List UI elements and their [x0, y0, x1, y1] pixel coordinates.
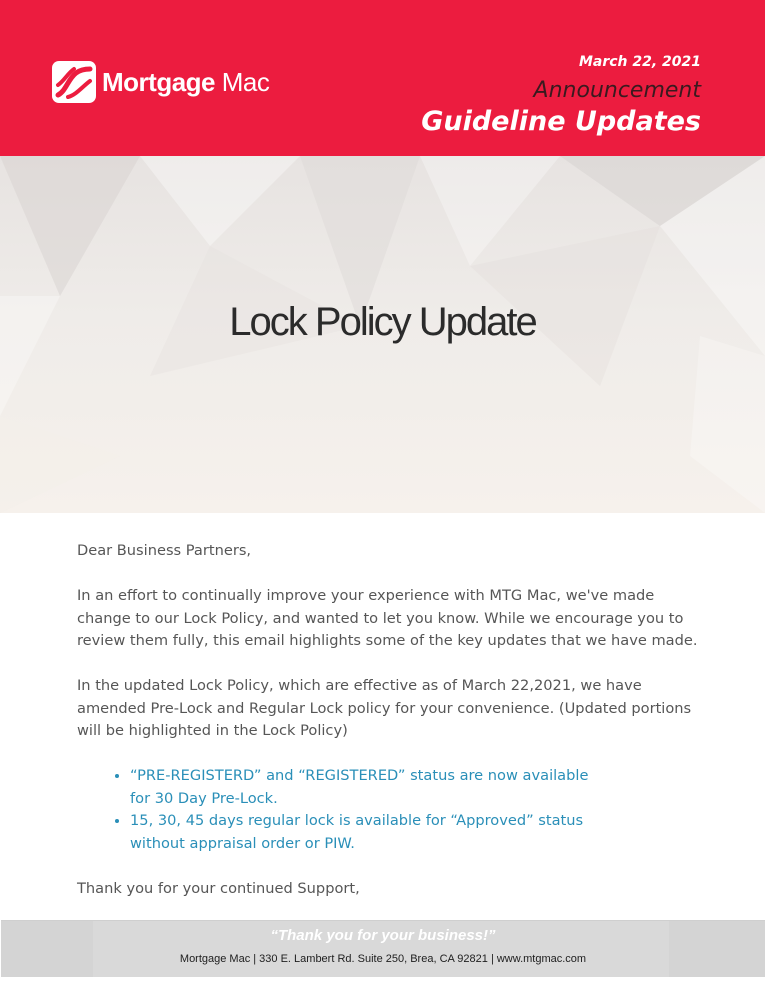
- mortgage-mac-logo-icon: [52, 61, 96, 103]
- brand-name-bold: Mortgage: [102, 66, 215, 97]
- header-titles: [421, 52, 701, 138]
- paragraph-policy: In the updated Lock Policy, which are effective as of March 22,2021, we have amended Pre-Lock and Regular Lock policy for your convenience. (Updated portions will be highlighted in the Lock Policy): [77, 677, 692, 739]
- list-item: • 15, 30, 45 days regular lock is available for “Approved” status without appraisal order or PIW.: [130, 810, 590, 855]
- brand-name: [102, 67, 269, 98]
- greeting: Dear Business Partners,: [77, 542, 252, 559]
- footer-address: Mortgage Mac | 330 E. Lambert Rd. Suite 250, Brea, CA 92821 | www.mtgmac.com: [179, 953, 587, 965]
- hero-section: [0, 156, 765, 513]
- list-item: • “PRE-REGISTERD” and “REGISTERED” status are now available for 30 Day Pre-Lock.: [130, 765, 590, 810]
- announcement-headline: Guideline Updates: [421, 106, 701, 137]
- announcement-label: Announcement: [533, 78, 701, 103]
- letter-body: [77, 540, 707, 923]
- closing: Thank you for your continued Support,: [77, 879, 360, 897]
- footer-thanks: “Thank you for your business!”: [270, 927, 496, 944]
- announcement-date: March 22, 2021: [578, 54, 701, 70]
- logo: [52, 61, 269, 103]
- brand-name-light: Mac: [215, 66, 270, 97]
- paragraph-intro: In an effort to continually improve your experience with MTG Mac, we've made change to our Lock Policy, and wanted to let you know. While we encourage you to review them fully, this email highlights some of the key updates that we have made.: [77, 587, 698, 649]
- header-banner: [0, 0, 765, 156]
- footer: [1, 920, 765, 977]
- update-list: [77, 765, 707, 855]
- hero-title: Lock Policy Update: [229, 300, 536, 344]
